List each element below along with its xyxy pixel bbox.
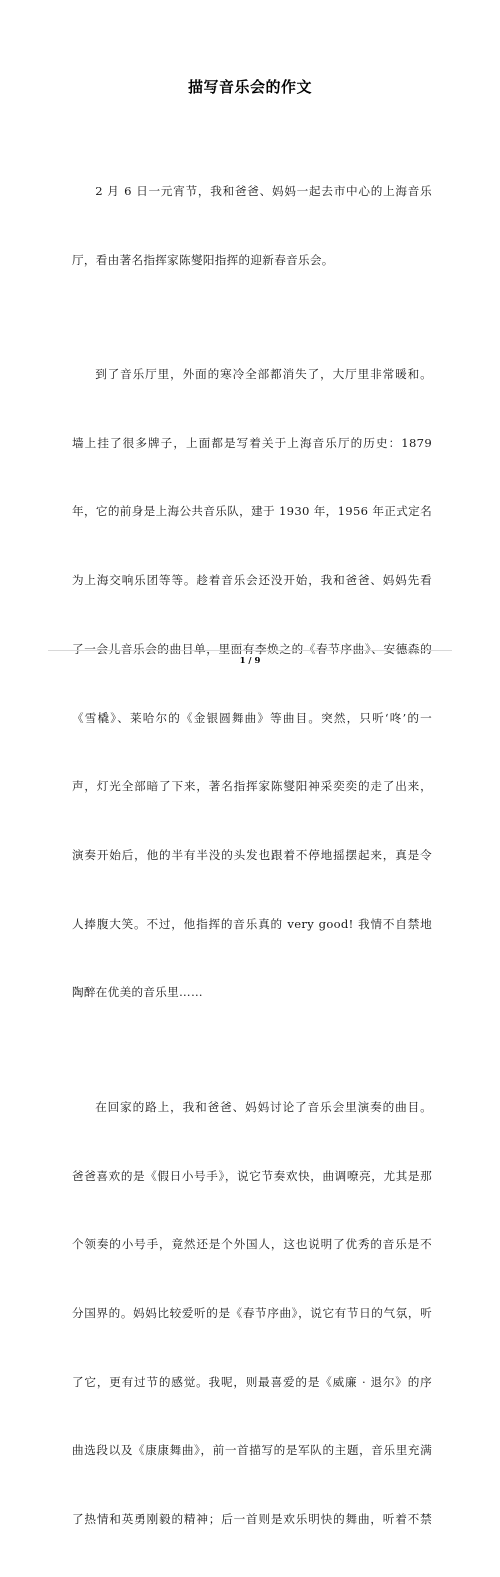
paragraph-line: 了一会儿音乐会的曲目单，里面有李焕之的《春节序曲》、安德森的 — [72, 641, 432, 656]
page-number: 1 / 9 — [239, 656, 261, 666]
document-title: 描写音乐会的作文 — [187, 78, 312, 96]
footer-divider — [48, 650, 452, 651]
paragraph-line: 到了音乐厅里，外面的寒冷全部都消失了，大厅里非常暖和。 — [95, 367, 432, 382]
paragraph-line: 在回家的路上，我和爸爸、妈妈讨论了音乐会里演奏的曲目。 — [95, 1099, 432, 1114]
paragraph-2 — [72, 317, 432, 1050]
paragraph-line: 陶醉在优美的音乐里…… — [72, 985, 203, 1000]
document-body — [72, 134, 432, 1577]
paragraph-line: 个领奏的小号手，竟然还是个外国人，这也说明了优秀的音乐是不 — [72, 1237, 432, 1252]
paragraph-line: 墙上挂了很多牌子，上面都是写着关于上海音乐厅的历史：1879 — [72, 435, 432, 450]
paragraph-line: 为上海交响乐团等等。趁着音乐会还没开始，我和爸爸、妈妈先看 — [72, 573, 432, 588]
paragraph-line: 分国界的。妈妈比较爱听的是《春节序曲》，说它有节日的气氛，听 — [72, 1305, 432, 1320]
paragraph-line: 人捧腹大笑。不过，他指挥的音乐真的 very good! 我情不自禁地 — [72, 916, 432, 931]
paragraph-line: 厅，看由著名指挥家陈燮阳指挥的迎新春音乐会。 — [72, 252, 334, 267]
paragraph-line: 2 月 6 日一元宵节，我和爸爸、妈妈一起去市中心的上海音乐 — [95, 183, 432, 198]
paragraph-line: 曲选段以及《康康舞曲》，前一首描写的是军队的主题，音乐里充满 — [72, 1443, 432, 1458]
paragraph-line: 声，灯光全部暗了下来，著名指挥家陈燮阳神采奕奕的走了出来， — [72, 779, 432, 794]
paragraph-line: 演奏开始后，他的半有半没的头发也跟着不停地摇摆起来，真是令 — [72, 847, 432, 862]
paragraph-line: 《雪橇》、莱哈尔的《金银圆舞曲》等曲目。突然，只听‘咚’的一 — [72, 710, 432, 725]
paragraph-line: 了热情和英勇刚毅的精神；后一首则是欢乐明快的舞曲，听着不禁 — [72, 1512, 432, 1527]
paragraph-line: 年，它的前身是上海公共音乐队，建于 1930 年，1956 年正式定名 — [72, 504, 432, 519]
paragraph-line: 爸爸喜欢的是《假日小号手》，说它节奏欢快，曲调嘹亮，尤其是那 — [72, 1168, 432, 1183]
paragraph-1 — [72, 134, 432, 317]
paragraph-line: 了它，更有过节的感觉。我呢，则最喜爱的是《威廉 · 退尔》的序 — [72, 1374, 432, 1389]
paragraph-3 — [72, 1050, 432, 1577]
